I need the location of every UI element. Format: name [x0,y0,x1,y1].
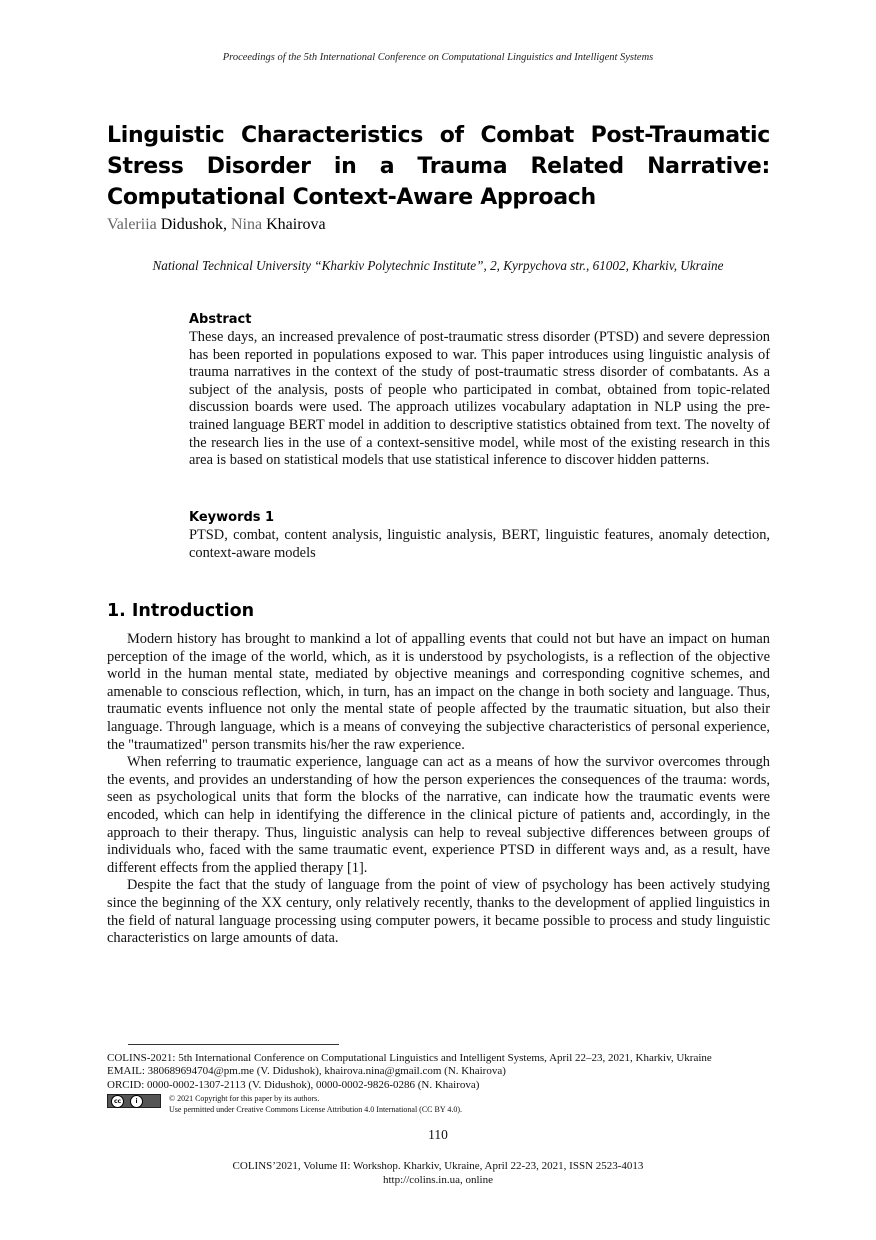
copyright-line: © 2021 Copyright for this paper by its authors. [169,1094,320,1104]
footnote-conference: COLINS-2021: 5th International Conference on Computational Linguistics and Intelligent Systems, April 22–23, 2021, Kharkiv, Ukraine [107,1052,712,1064]
author-family-name: Khairova [266,216,326,233]
license-line: Use permitted under Creative Commons License Attribution 4.0 International (CC BY 4.0). [169,1105,462,1115]
footnote-divider [128,1044,339,1045]
author-separator: , [222,216,231,233]
author [107,216,223,233]
body-paragraph: When referring to traumatic experience, language can act as a means of how the survivor overcomes through the events, and provides an understanding of how the person experiences the consequences of the trauma: words, seen as psychological units that form the blocks of the narrative, can indicate how the traumatic events were encoded, which can help in identifying the difference in the clinical picture of patients and, accordingly, in the approach to their therapy. Thus, linguistic analysis can help to reveal subjective differences between groups of individuals who, faced with the same traumatic event, experience PTSD in different ways and, as a result, have different effects from the applied therapy [1]. [107,754,770,876]
footnotes [107,1052,787,1115]
keywords-text: PTSD, combat, content analysis, linguistic analysis, BERT, linguistic features, anomaly detection, context-aware models [189,527,770,561]
abstract-text: These days, an increased prevalence of post-traumatic stress disorder (PTSD) and severe depression has been reported in populations exposed to war. This paper introduces using linguistic analysis of trauma narratives in the context of the study of post-traumatic stress disorder of combatants. As a subject of the analysis, posts of people who participated in combat, obtained from topic-related discussion boards were used. The approach utilizes vocabulary adaptation in NLP using the pre-trained language BERT model in addition to descriptive statistics obtained from text. The novelty of the research lies in the use of a context-sensitive model, while most of the existing research in this area is based on statistical models that use statistical inference to discover hidden patterns. [189,329,770,469]
body-paragraph: Despite the fact that the study of language from the point of view of psychology has been actively studying since the beginning of the XX century, only relatively recently, thanks to the development of applied linguistics in the field of natural language processing using computer powers, it became possible to process and study linguistic characteristics on large amounts of data. [107,877,770,947]
author-given-name: Nina [230,216,263,233]
affiliation: National Technical University “Kharkiv Polytechnic Institute”, 2, Kyrpychova str., 61002, Kharkiv, Ukraine [152,258,724,273]
author [231,216,326,233]
page-number: 110 [428,1127,448,1142]
author-given-name: Valeriia [107,216,157,233]
cc-icon: cc [111,1095,124,1108]
license-text [169,1093,462,1115]
abstract-block [189,312,770,470]
attribution-icon: i [130,1095,143,1108]
cc-by-icon [107,1094,161,1108]
footnote-email: EMAIL: 380689694704@pm.me (V. Didushok), khairova.nina@gmail.com (N. Khairova) [107,1065,506,1078]
page-footer [0,1160,876,1187]
keywords-block [189,510,770,562]
keywords-heading: Keywords 1 [189,510,275,525]
author-family-name: Didushok [160,216,223,233]
abstract-heading: Abstract [189,312,252,327]
footer-volume-line: COLINS’2021, Volume II: Workshop. Kharkiv, Ukraine, April 22-23, 2021, ISSN 2523-4013 [232,1160,644,1172]
license-row [107,1093,787,1115]
introduction-body [107,631,770,948]
author-list [107,216,326,234]
section-heading-introduction: 1. Introduction [107,600,255,621]
body-paragraph: Modern history has brought to mankind a lot of appalling events that could not but have an impact on human perception of the image of the world, which, as it is understood by psychologists, is a reflection of the objective world in the human mental state, mediated by objective meanings and corresponding cognitive schemes, and amenable to conscious reflection, which, in turn, has an impact on the change in both society and language. Thus, traumatic events influence not only the mental state of people affected by the traumatic situation, but also their language. Through language, which is a means of conveying the subjective characteristics of personal experience, the "traumatized" person transmits his/her the raw experience. [107,631,770,753]
footer-url-line: http://colins.in.ua, online [383,1173,493,1186]
footnote-orcid: ORCID: 0000-0002-1307-2113 (V. Didushok), 0000-0002-9826-0286 (N. Khairova) [107,1078,480,1091]
running-header: Proceedings of the 5th International Conference on Computational Linguistics and Intelligent Systems [222,52,654,63]
paper-title: Linguistic Characteristics of Combat Post-Traumatic Stress Disorder in a Trauma Related Narrative: Computational Context-Aware Approach [107,122,770,210]
